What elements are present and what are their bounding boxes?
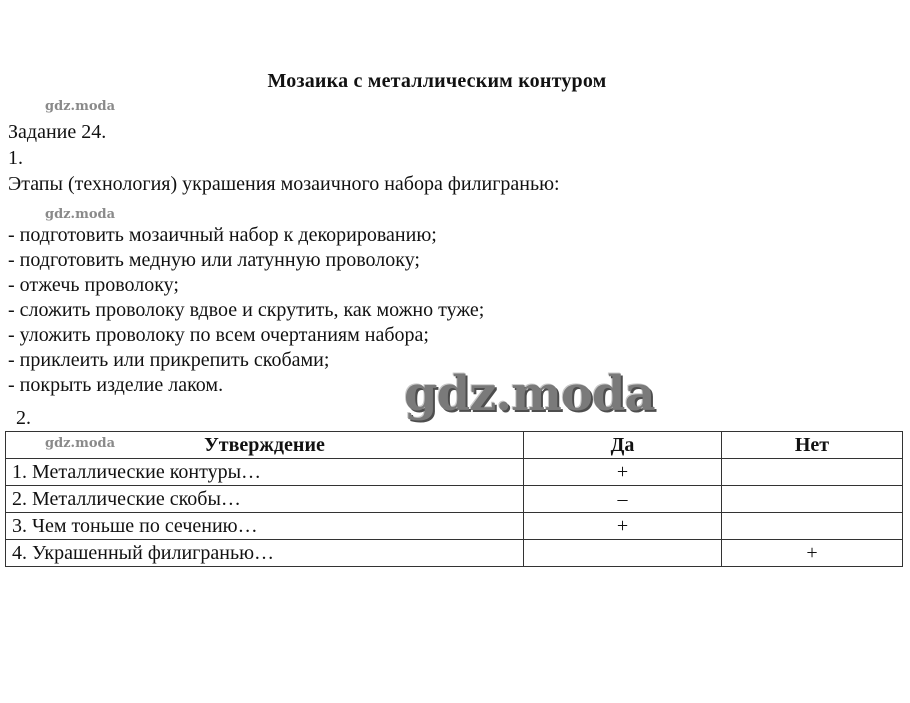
header-no: Нет <box>722 432 903 459</box>
step-item: - уложить проволоку по всем очертаниям набора; <box>8 324 429 346</box>
statement-cell: 2. Металлические скобы… <box>6 486 524 513</box>
yes-cell: – <box>524 486 722 513</box>
statement-cell: 1. Металлические контуры… <box>6 459 524 486</box>
part2-number: 2. <box>16 407 31 429</box>
step-item: - покрыть изделие лаком. <box>8 374 224 396</box>
statement-cell: 3. Чем тоньше по сечению… <box>6 513 524 540</box>
table-row <box>6 540 903 567</box>
table-header-row <box>6 432 903 459</box>
yes-cell: + <box>524 513 722 540</box>
steps-intro: Этапы (технология) украшения мозаичного набора филигранью: <box>8 173 560 195</box>
no-cell <box>722 459 903 486</box>
step-item: - подготовить медную или латунную проволоку; <box>8 249 420 271</box>
yes-cell: + <box>524 459 722 486</box>
watermark-small: gdz.moda <box>45 99 116 114</box>
no-cell: + <box>722 540 903 567</box>
no-cell <box>722 486 903 513</box>
header-statement: Утверждение <box>6 432 524 459</box>
header-yes: Да <box>524 432 722 459</box>
statement-cell: 4. Украшенный филигранью… <box>6 540 524 567</box>
step-item: - сложить проволоку вдвое и скрутить, как можно туже; <box>8 299 485 321</box>
no-cell <box>722 513 903 540</box>
watermark-small: gdz.moda <box>45 207 116 222</box>
yes-cell <box>524 540 722 567</box>
watermark-large: gdz.moda <box>404 366 655 422</box>
table-row <box>6 459 903 486</box>
table-row <box>6 486 903 513</box>
step-item: - отжечь проволоку; <box>8 274 179 296</box>
step-item: - приклеить или прикрепить скобами; <box>8 349 330 371</box>
answer-table <box>5 431 903 567</box>
task-label: Задание 24. <box>8 121 107 143</box>
part1-number: 1. <box>8 147 23 169</box>
watermark-small: gdz.moda <box>45 436 116 451</box>
table-row <box>6 513 903 540</box>
step-item: - подготовить мозаичный набор к декорированию; <box>8 224 437 246</box>
page-title: Мозаика с металлическим контуром <box>267 70 607 92</box>
